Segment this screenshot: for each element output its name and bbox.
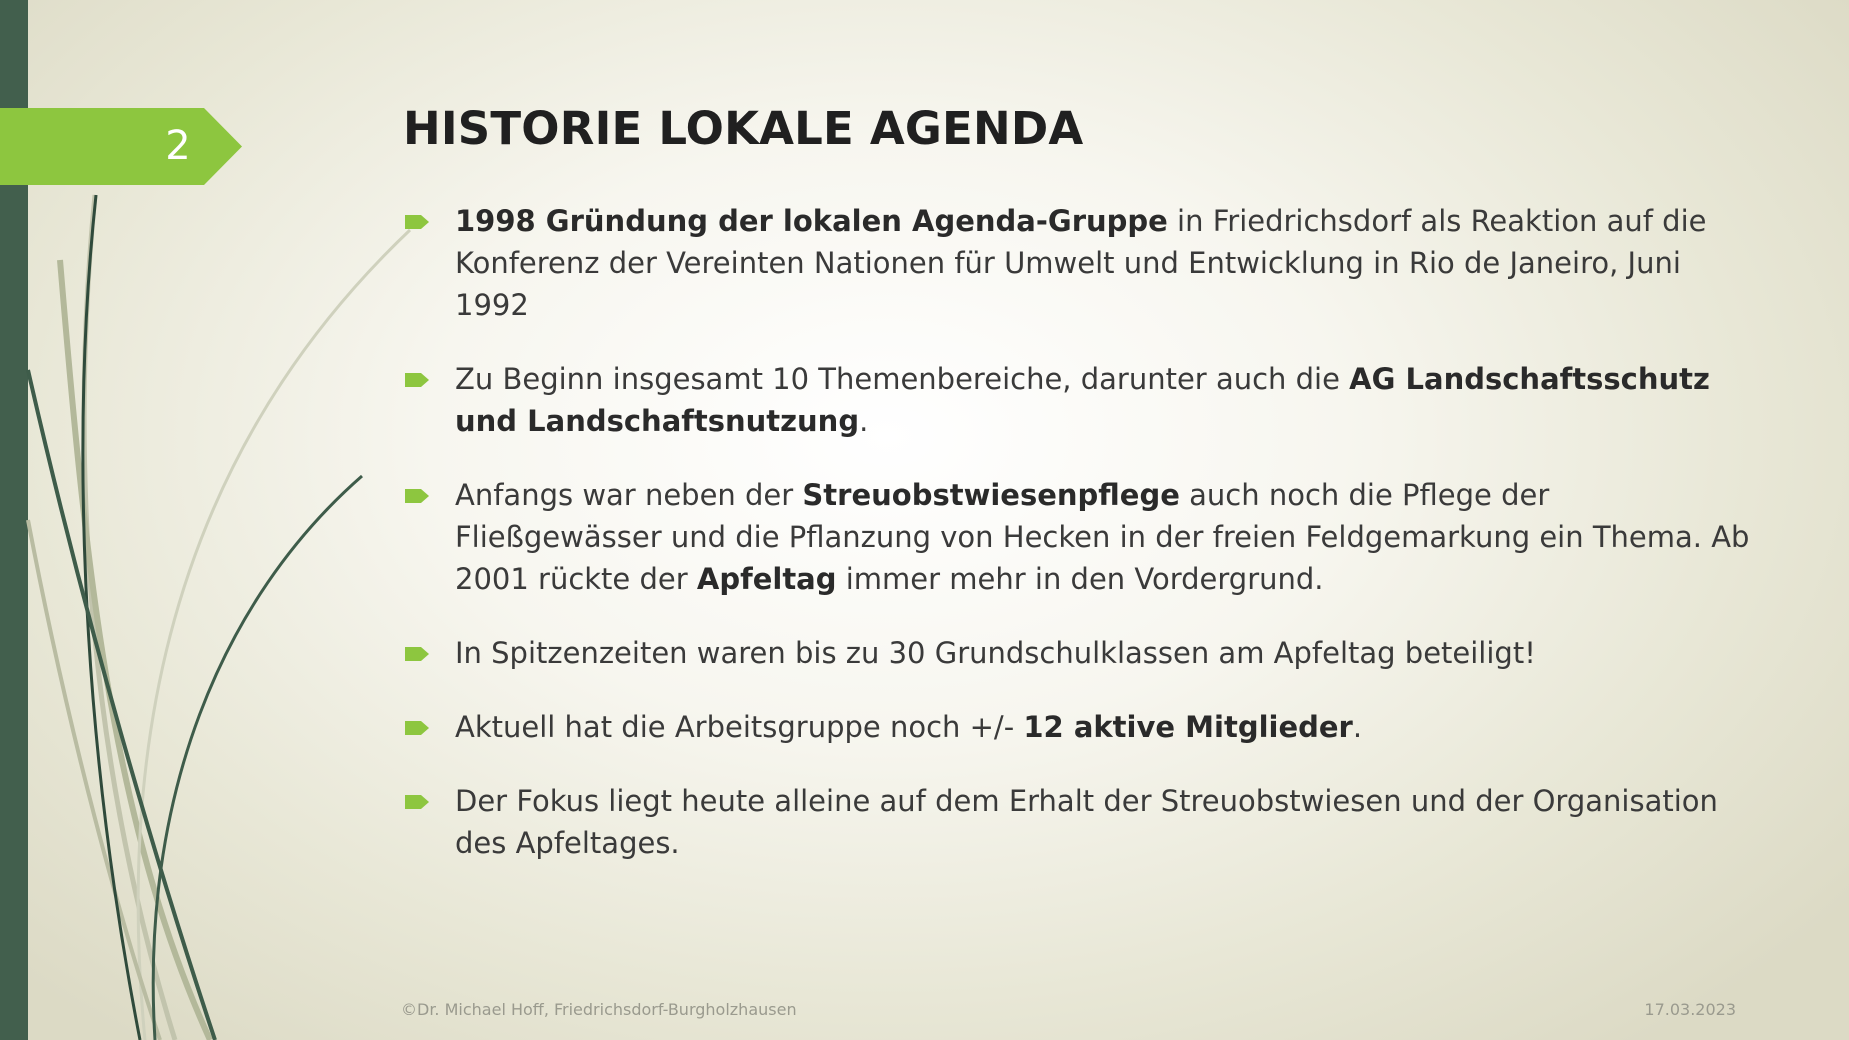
bullet-item [403, 706, 1763, 748]
bullet-item [403, 474, 1763, 600]
bullet-text: In Spitzenzeiten waren bis zu 30 Grundschulklassen am Apfeltag beteiligt! [455, 636, 1536, 670]
bullet-text: in Friedrichsdorf als Reaktion auf die Konferenz der Vereinten Nationen für Umwelt und Entwicklung in Rio de Janeiro, Juni 1992 [455, 204, 1707, 322]
bullet-text-bold: AG Landschaftsschutz und Landschaftsnutzung [455, 362, 1710, 438]
bullet-text: . [1352, 710, 1363, 744]
footer-date: 17.03.2023 [1644, 1000, 1736, 1019]
arrow-bullet-icon [405, 721, 429, 735]
footer-author: ©Dr. Michael Hoff, Friedrichsdorf-Burgholzhausen [401, 1000, 797, 1019]
bullet-item [403, 358, 1763, 442]
bullet-list [403, 200, 1763, 896]
slide-title: HISTORIE LOKALE AGENDA [403, 102, 1084, 155]
bullet-item [403, 200, 1763, 326]
bullet-text-bold: 1998 Gründung der lokalen Agenda-Gruppe [455, 204, 1168, 238]
bullet-text: Zu Beginn insgesamt 10 Themenbereiche, darunter auch die [455, 362, 1350, 396]
bullet-text: Aktuell hat die Arbeitsgruppe noch +/- [455, 710, 1024, 744]
bullet-item [403, 632, 1763, 674]
arrow-bullet-icon [405, 215, 429, 229]
arrow-bullet-icon [405, 489, 429, 503]
bullet-text-bold: Streuobstwiesenpflege [802, 478, 1180, 512]
bullet-text: . [859, 404, 869, 438]
bullet-text-bold: 12 aktive Mitglieder [1023, 710, 1353, 744]
arrow-bullet-icon [405, 373, 429, 387]
slide-number: 2 [165, 123, 191, 169]
bullet-text: Der Fokus liegt heute alleine auf dem Erhalt der Streuobstwiesen und der Organisation des Apfeltages. [455, 784, 1718, 860]
bullet-item [403, 780, 1763, 864]
bullet-text: Anfangs war neben der [455, 478, 803, 512]
bullet-text-bold: Apfeltag [696, 562, 837, 596]
bullet-text: immer mehr in den Vordergrund. [836, 562, 1324, 596]
bullet-text: auch noch die Pflege der Fließgewässer und die Pflanzung von Hecken in der freien Feldgemarkung ein Thema. Ab 2001 rückte der [455, 478, 1750, 596]
arrow-bullet-icon [405, 795, 429, 809]
arrow-bullet-icon [405, 647, 429, 661]
